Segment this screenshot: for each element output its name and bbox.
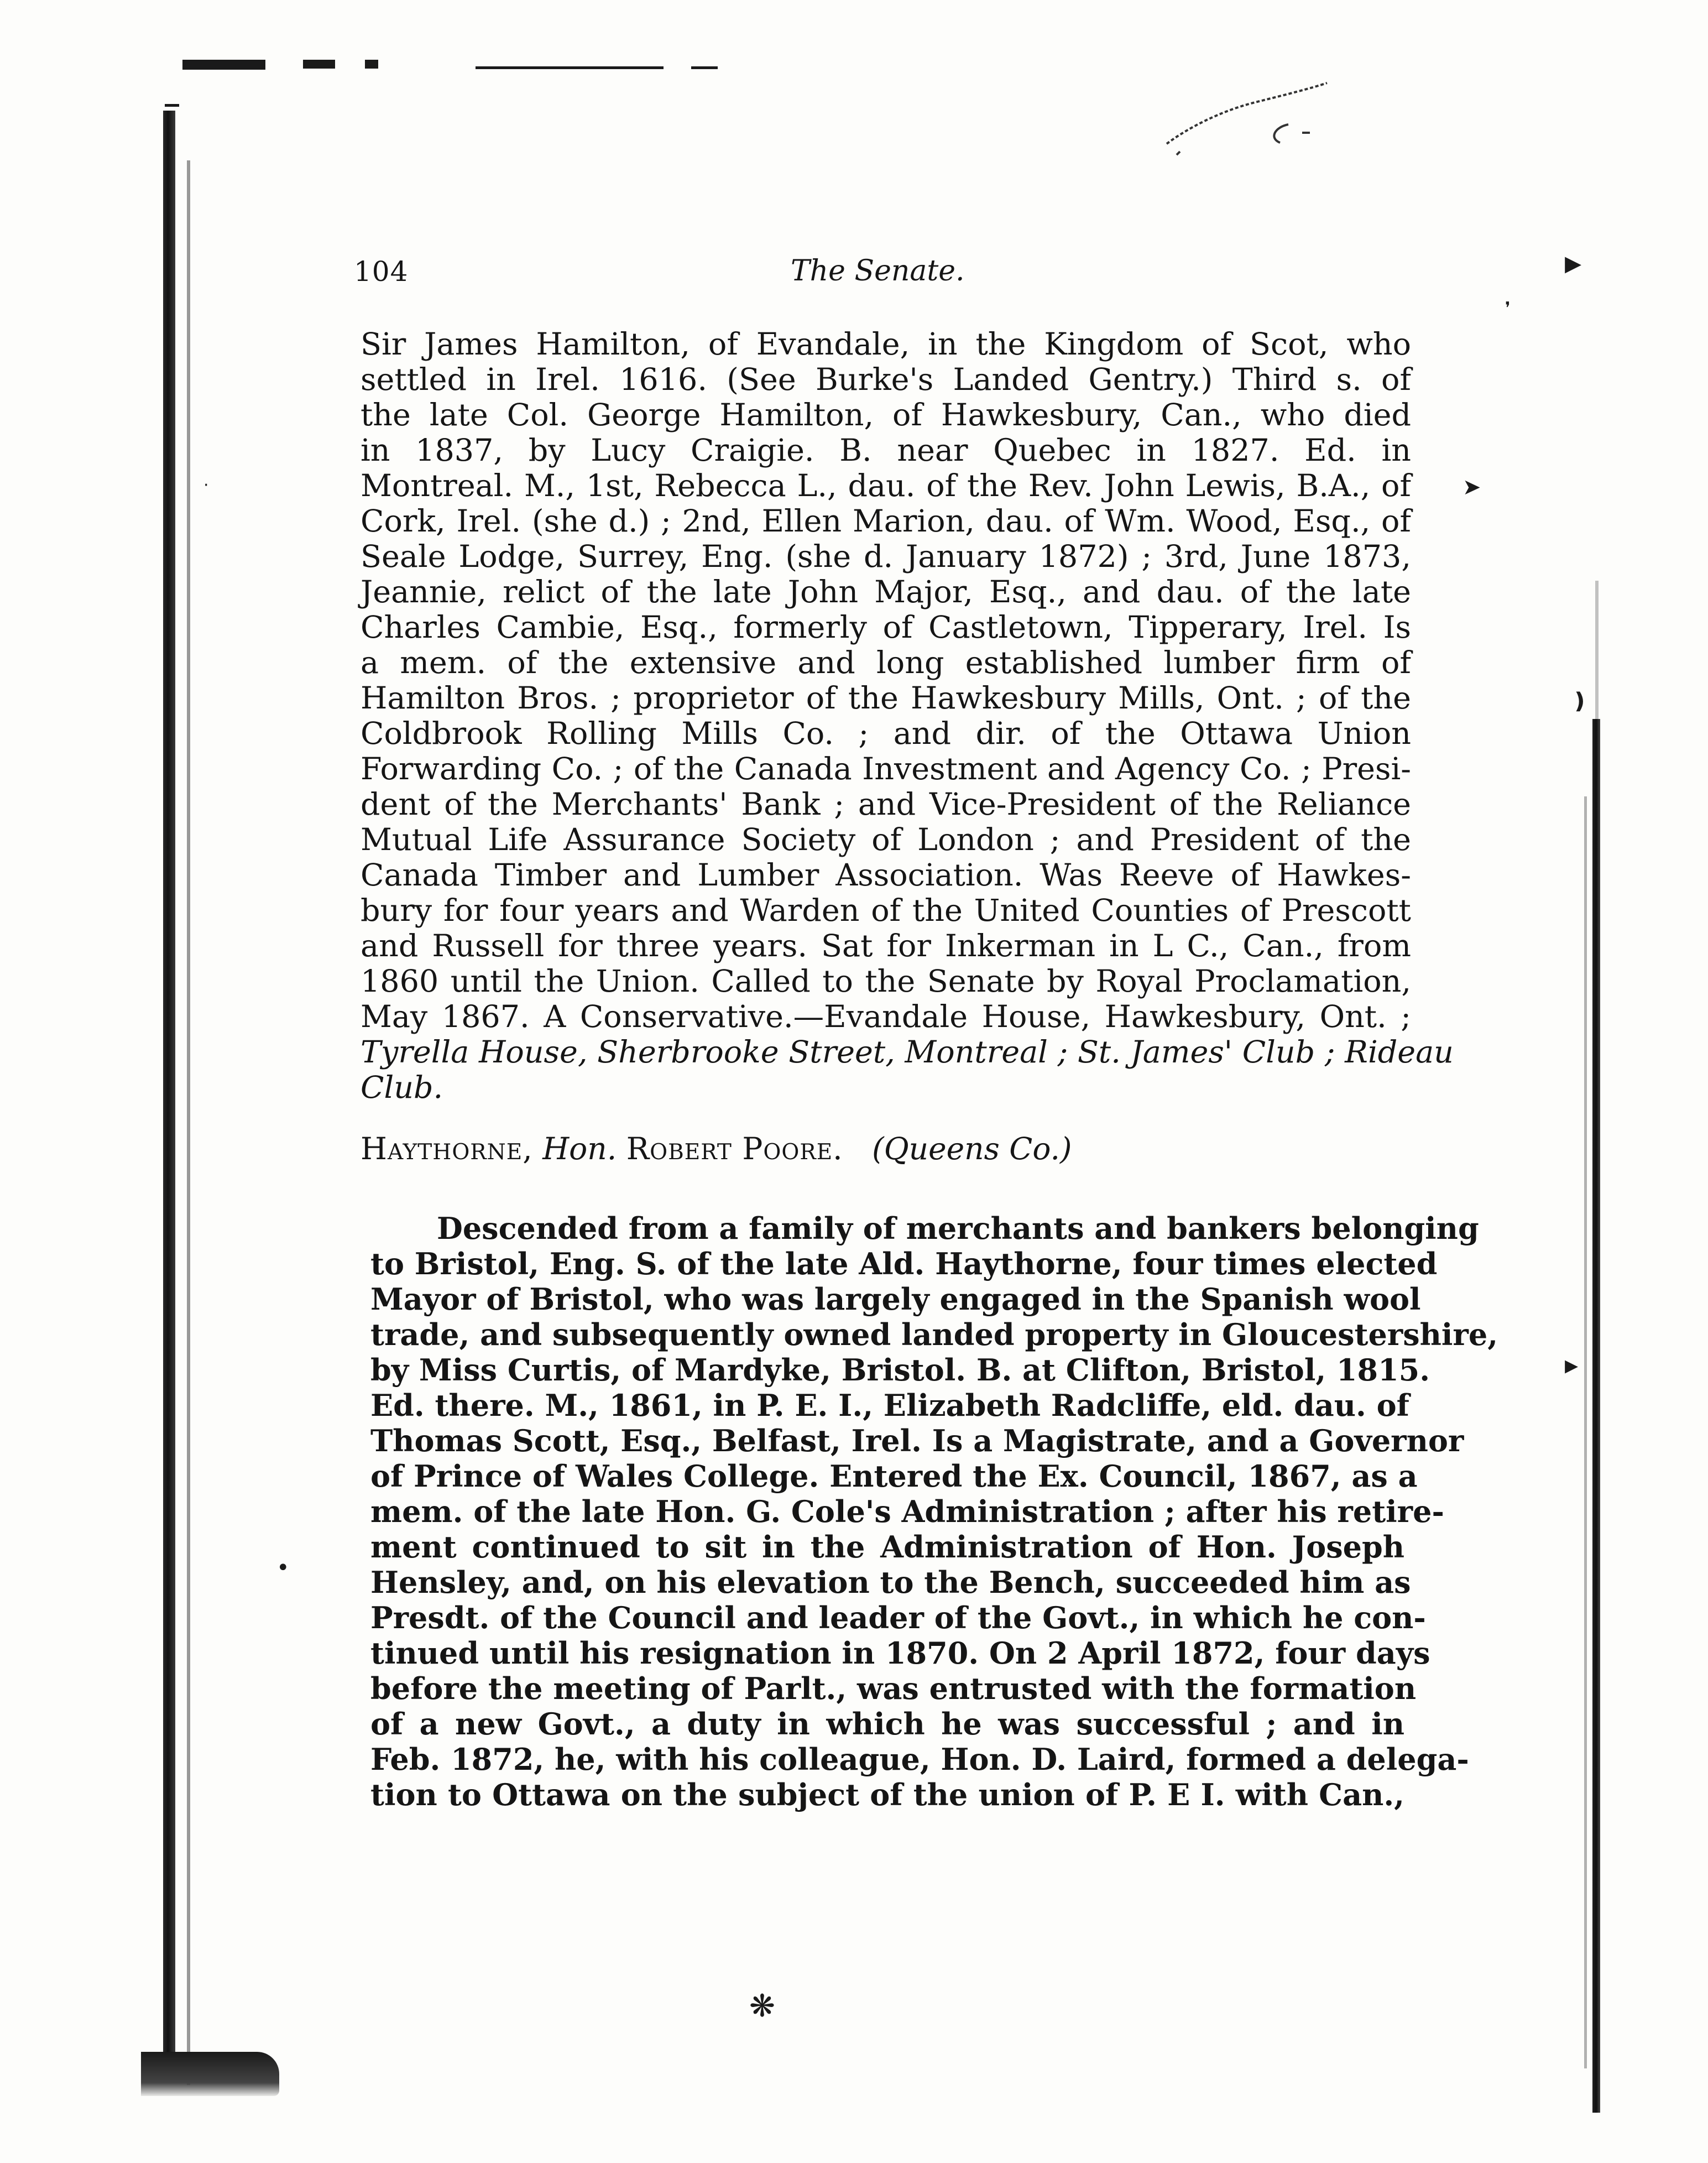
top-scan-mark (182, 60, 265, 70)
text-line: Jeannie, relict of the late John Major, Esq., and dau. of the late (361, 574, 1411, 610)
text-line: Canada Timber and Lumber Association. Was Reeve of Hawkes- (361, 857, 1411, 893)
heading-constituency: (Queens Co.) (872, 1131, 1072, 1166)
margin-mark: · (203, 476, 209, 495)
text-line: settled in Irel. 1616. (See Burke's Landed Gentry.) Third s. of (361, 362, 1411, 398)
text-line: Forwarding Co. ; of the Canada Investment and Agency Co. ; Presi- (361, 751, 1411, 787)
text-line: Montreal. M., 1st, Rebecca L., dau. of the Rev. John Lewis, B.A., of (361, 468, 1411, 504)
margin-mark: ❜ (1505, 299, 1511, 318)
right-edge-shadow-upper (1595, 581, 1599, 725)
text-line: bury for four years and Warden of the United Counties of Prescott (361, 893, 1411, 929)
text-line: of a new Govt., a duty in which he was successful ; and in (370, 1706, 1404, 1742)
text-line: Presdt. of the Council and leader of the Govt., in which he con- (370, 1600, 1426, 1635)
text-line: Mayor of Bristol, who was largely engaged in the Spanish wool (370, 1281, 1421, 1317)
text-line: Coldbrook Rolling Mills Co. ; and dir. of the Ottawa Union (361, 716, 1411, 752)
margin-mark: ➤ (1462, 475, 1481, 500)
bottom-left-smear (141, 2052, 279, 2096)
text-line: and Russell for three years. Sat for Inkerman in L C., Can., from (361, 928, 1411, 964)
text-line: of Prince of Wales College. Entered the Ex. Council, 1867, as a (370, 1458, 1418, 1494)
right-edge-line (1584, 796, 1587, 2068)
text-line: dent of the Merchants' Bank ; and Vice-President of the Reliance (361, 786, 1411, 822)
top-scan-mark (365, 60, 378, 69)
text-line: tion to Ottawa on the subject of the union of P. E I. with Can., (370, 1777, 1404, 1812)
left-binding-shadow (163, 111, 175, 2079)
text-line: Sir James Hamilton, of Evandale, in the Kingdom of Scot, who (361, 326, 1411, 362)
running-head: The Senate. (791, 254, 965, 288)
page-number: 104 (354, 256, 409, 288)
margin-mark: ❫ (1570, 689, 1589, 714)
text-line: in 1837, by Lucy Craigie. B. near Quebec in 1827. Ed. in (361, 432, 1411, 468)
text-line: before the meeting of Parlt., was entrusted with the formation (370, 1671, 1417, 1706)
text-line: ment continued to sit in the Administration of Hon. Joseph (370, 1529, 1404, 1565)
text-line: Feb. 1872, he, with his colleague, Hon. D. Laird, formed a delega- (370, 1742, 1469, 1777)
text-line: Club. (361, 1070, 443, 1106)
text-line: a mem. of the extensive and long established lumber firm of (361, 645, 1411, 681)
text-line: Cork, Irel. (she d.) ; 2nd, Ellen Marion, dau. of Wm. Wood, Esq., of (361, 503, 1411, 539)
pencil-scribble (1156, 77, 1333, 183)
text-line: 1860 until the Union. Called to the Senate by Royal Proclamation, (361, 963, 1411, 999)
top-left-dash (165, 104, 179, 107)
top-scan-mark (476, 66, 664, 69)
text-line: Hamilton Bros. ; proprietor of the Hawkesbury Mills, Ont. ; of the (361, 680, 1411, 716)
text-line: Tyrella House, Sherbrooke Street, Montreal ; St. James' Club ; Rideau (361, 1034, 1454, 1070)
top-scan-mark (303, 60, 335, 69)
margin-mark: • (276, 1555, 290, 1581)
heading-given-names: Robert Poore. (626, 1131, 843, 1166)
margin-mark: ▸ (1565, 1349, 1579, 1380)
entry-heading-haythorne (361, 1132, 1072, 1166)
bottom-ornament: ❋ (749, 1988, 775, 2024)
text-line: Ed. there. M., 1861, in P. E. I., Elizabeth Radcliffe, eld. dau. of (370, 1388, 1409, 1423)
heading-surname: Haythorne, (361, 1131, 533, 1166)
text-line: tinued until his resignation in 1870. On 2 April 1872, four days (370, 1635, 1430, 1671)
text-line: May 1867. A Conservative.—Evandale House, Hawkesbury, Ont. ; (361, 999, 1411, 1035)
text-line: trade, and subsequently owned landed property in Gloucestershire, (370, 1317, 1498, 1352)
margin-mark: ▸ (1565, 243, 1582, 282)
text-line: Mutual Life Assurance Society of London ; and President of the (361, 822, 1411, 858)
text-line: mem. of the late Hon. G. Cole's Administration ; after his retire- (370, 1494, 1444, 1529)
text-line: Hensley, and, on his elevation to the Bench, succeeded him as (370, 1565, 1411, 1600)
top-scan-mark (691, 66, 718, 69)
text-line: Seale Lodge, Surrey, Eng. (she d. January 1872) ; 3rd, June 1873, (361, 539, 1411, 575)
text-line: by Miss Curtis, of Mardyke, Bristol. B. at Clifton, Bristol, 1815. (370, 1352, 1430, 1388)
text-line: Thomas Scott, Esq., Belfast, Irel. Is a Magistrate, and a Governor (370, 1423, 1464, 1458)
heading-title: Hon. (542, 1131, 617, 1166)
text-line: the late Col. George Hamilton, of Hawkesbury, Can., who died (361, 397, 1411, 433)
text-line: Descended from a family of merchants and bankers belonging (437, 1211, 1479, 1246)
right-edge-shadow (1592, 719, 1600, 2113)
text-line: to Bristol, Eng. S. of the late Ald. Haythorne, four times elected (370, 1246, 1438, 1281)
left-binding-line (187, 160, 190, 2085)
text-line: Charles Cambie, Esq., formerly of Castletown, Tipperary, Irel. Is (361, 609, 1411, 645)
